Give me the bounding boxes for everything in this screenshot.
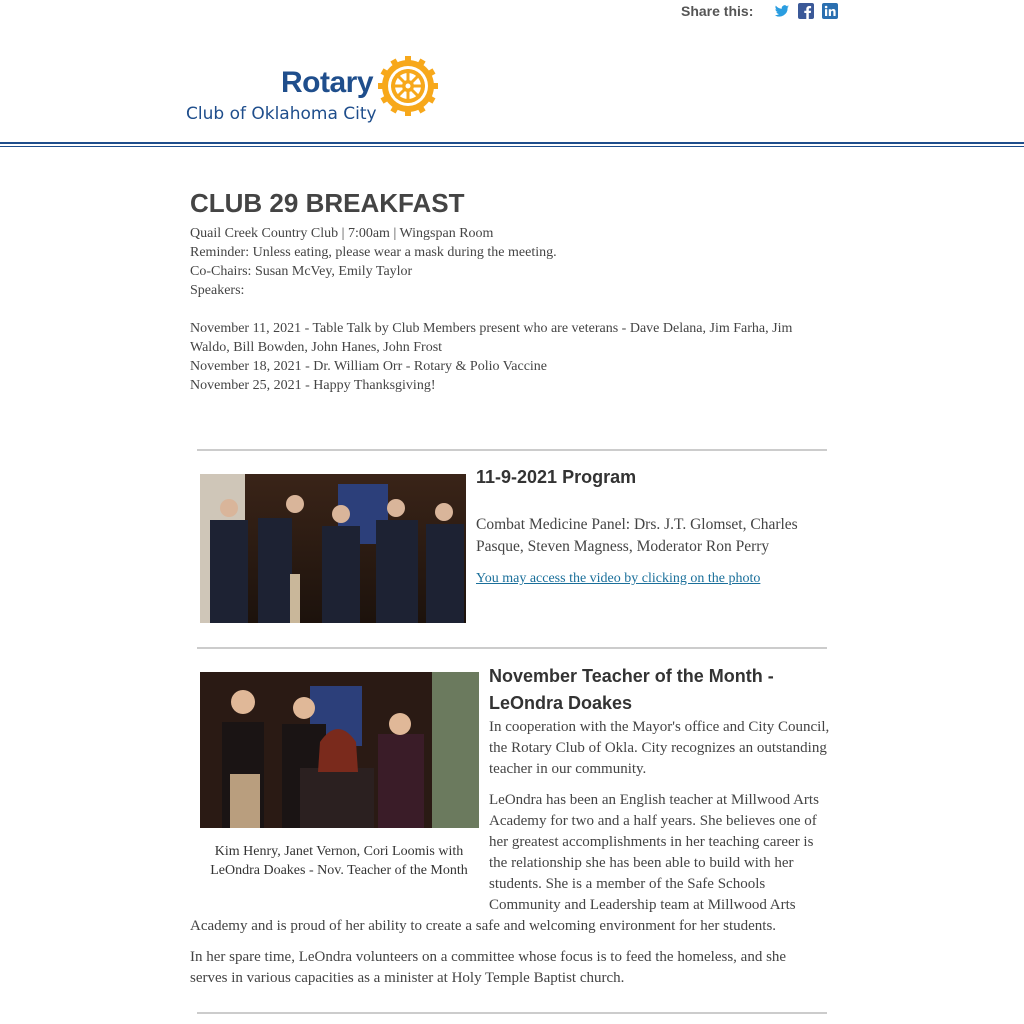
para-line: the Rotary Club of Okla. City recognizes an outstanding [489, 740, 827, 756]
video-link[interactable]: You may access the video by clicking on the photo [476, 571, 761, 586]
cochairs-line: Co-Chairs: Susan McVey, Emily Taylor [190, 264, 413, 279]
para-line: teacher in our community. [489, 761, 647, 777]
speaker-line: November 11, 2021 - Table Talk by Club Members present who are veterans - Dave Delana, Jim Farha, Jim [190, 321, 793, 336]
share-label: Share this: [681, 3, 754, 19]
teacher-paragraph-1 [489, 717, 829, 780]
teacher-title-line: November Teacher of the Month - [489, 666, 774, 686]
teacher-paragraph-3 [190, 947, 786, 989]
logo-club-name: Club of Oklahoma City [186, 104, 377, 124]
para-line: her greatest accomplishments in her teaching career is [489, 834, 814, 850]
para-line: students. She is a member of the Safe Schools [489, 876, 766, 892]
section-divider [197, 449, 827, 451]
program-body [476, 514, 798, 558]
caption-line: Kim Henry, Janet Vernon, Cori Loomis with [214, 844, 464, 859]
reminder-line: Reminder: Unless eating, please wear a mask during the meeting. [190, 245, 557, 260]
para-line: Community and Leadership team at Millwood Arts [489, 897, 796, 913]
twitter-icon[interactable] [774, 3, 790, 19]
speaker-line: November 18, 2021 - Dr. William Orr - Rotary & Polio Vaccine [190, 359, 548, 374]
linkedin-icon[interactable] [822, 3, 838, 19]
section-divider [197, 647, 827, 649]
teacher-paragraph-2-tail: Academy and is proud of her ability to create a safe and welcoming environment for her students. [190, 918, 777, 934]
program-title: 11-9-2021 Program [476, 467, 637, 487]
rotary-wheel-icon [378, 56, 438, 116]
rotary-logo[interactable] [186, 56, 446, 128]
speakers-label: Speakers: [190, 283, 245, 298]
program-body-line: Combat Medicine Panel: Drs. J.T. Glomset, Charles [476, 516, 798, 533]
facebook-icon[interactable] [798, 3, 814, 19]
speakers-list [190, 319, 792, 395]
teacher-photo-caption [200, 842, 478, 880]
para-line: LeOndra has been an English teacher at Millwood Arts [489, 792, 819, 808]
logo-wordmark: Rotary [281, 66, 374, 99]
para-line: In cooperation with the Mayor's office and City Council, [489, 719, 830, 735]
teacher-paragraph-2 [489, 790, 819, 916]
para-line: Academy for two and a half years. She believes one of [489, 813, 817, 829]
breakfast-info [190, 224, 557, 300]
share-bar [681, 3, 838, 19]
program-photo[interactable] [200, 474, 466, 623]
teacher-title-line: LeOndra Doakes [489, 693, 633, 713]
header-rule-thin [0, 146, 1024, 147]
program-body-line: Pasque, Steven Magness, Moderator Ron Perry [476, 538, 770, 555]
header-rule [0, 142, 1024, 144]
para-line: serves in various capacities as a minister at Holy Temple Baptist church. [190, 970, 625, 986]
speaker-line: November 25, 2021 - Happy Thanksgiving! [190, 378, 436, 393]
teacher-photo[interactable] [200, 672, 479, 828]
speaker-line: Waldo, Bill Bowden, John Hanes, John Frost [190, 340, 443, 355]
caption-line: LeOndra Doakes - Nov. Teacher of the Month [210, 863, 468, 878]
para-line: the relationship she has been able to build with her [489, 855, 794, 871]
location-line: Quail Creek Country Club | 7:00am | Wingspan Room [190, 226, 494, 241]
breakfast-title: CLUB 29 BREAKFAST [190, 188, 465, 218]
section-divider [197, 1012, 827, 1014]
para-line: In her spare time, LeOndra volunteers on a committee whose focus is to feed the homeless, and she [190, 949, 787, 965]
teacher-title [489, 663, 774, 717]
